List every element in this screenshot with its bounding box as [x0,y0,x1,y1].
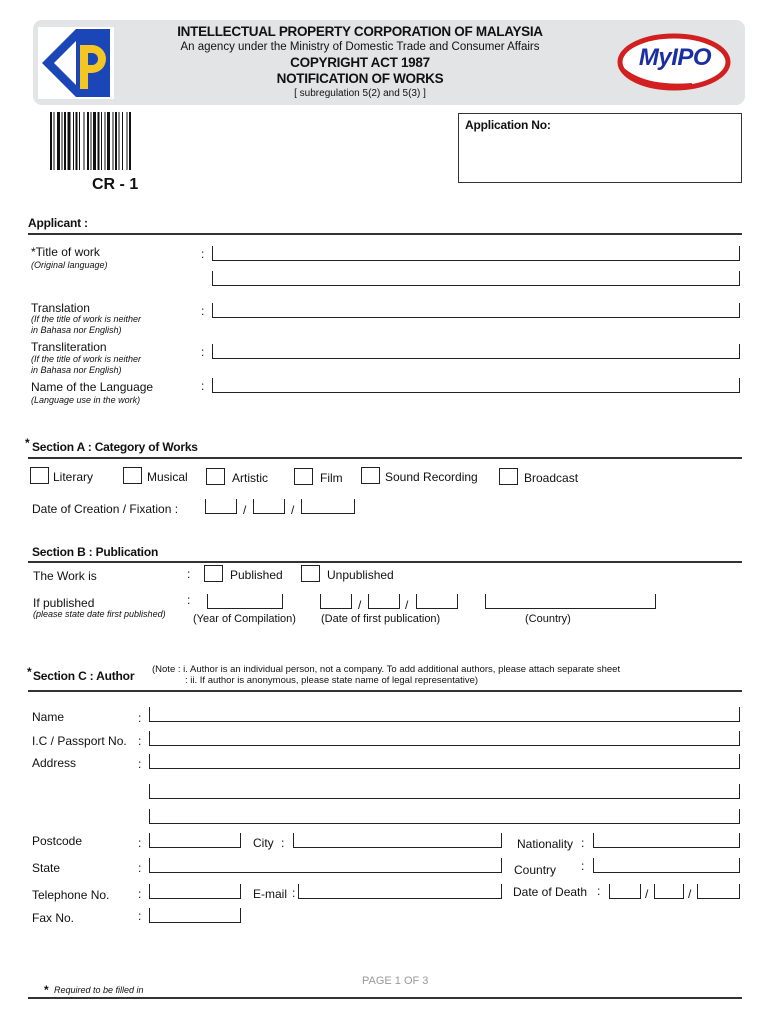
colon: : [187,567,191,581]
form-title: NOTIFICATION OF WORKS [276,71,444,86]
creation-month-field[interactable] [253,500,285,514]
country-caption: (Country) [525,613,571,625]
literary-label: Literary [53,470,94,484]
translation-label: Translation [31,301,90,315]
unpublished-label: Unpublished [327,568,394,582]
agency-line: An agency under the Ministry of Domestic Trade and Consumer Affairs [180,41,540,53]
artistic-label: Artistic [232,471,268,485]
telephone-label: Telephone No. [32,888,110,902]
application-no-label: Application No: [465,118,551,132]
work-is-label: The Work is [33,569,97,583]
title-of-work-sublabel: (Original language) [31,260,108,270]
author-name-field[interactable] [149,708,740,722]
date-slash: / [243,503,247,517]
colon: : [138,734,142,748]
film-checkbox[interactable] [294,468,313,485]
city-field[interactable] [293,834,502,848]
colon: : [201,345,205,359]
if-published-sublabel: (please state date first published) [33,609,166,619]
film-label: Film [320,471,343,485]
form-code: CR - 1 [92,176,139,193]
author-note: (Note : i. Author is an individual person, not a company. To add additional authors, please attach separate sheet [152,664,621,675]
section-b-heading: Section B : Publication [32,545,159,559]
fax-label: Fax No. [32,911,75,925]
section-a-heading: Section A : Category of Works [32,440,198,454]
language-label: Name of the Language [31,380,154,394]
pub-country-field[interactable] [485,595,656,609]
title-of-work-label: *Title of work [31,245,100,259]
date-caption: (Date of first publication) [321,613,441,625]
email-field[interactable] [298,885,502,899]
date-of-death-label: Date of Death [513,885,588,899]
sound-recording-checkbox[interactable] [361,467,380,484]
creation-year-field[interactable] [301,500,355,514]
telephone-field[interactable] [149,885,241,899]
name-label: Name [32,710,65,724]
death-year-field[interactable] [697,885,740,899]
colon: : [187,593,191,607]
pub-day-field[interactable] [320,595,352,609]
year-of-compilation-field[interactable] [207,595,283,609]
barcode [50,112,175,170]
divider [28,690,742,692]
author-note: : ii. If author is anonymous, please state name of legal representative) [185,675,479,686]
sound-recording-label: Sound Recording [385,470,478,484]
regulation: [ subregulation 5(2) and 5(3) ] [294,88,426,99]
date-slash: / [688,887,692,901]
language-sublabel: (Language use in the work) [31,395,141,405]
required-asterisk: * [25,436,30,450]
colon: : [138,836,142,850]
published-checkbox[interactable] [204,565,223,582]
country-label: Country [514,863,557,877]
transliteration-sublabel: in Bahasa nor English) [31,365,122,375]
pub-month-field[interactable] [368,595,400,609]
colon: : [581,836,585,850]
address-label: Address [32,756,77,770]
date-slash: / [645,887,649,901]
footer-divider [28,997,742,999]
published-label: Published [230,568,283,582]
colon: : [138,757,142,771]
required-asterisk: * [44,983,49,997]
country-field[interactable] [593,859,740,873]
nationality-field[interactable] [593,834,740,848]
death-month-field[interactable] [654,885,684,899]
colon: : [581,859,585,873]
musical-checkbox[interactable] [123,467,142,484]
translation-field[interactable] [212,304,740,318]
artistic-checkbox[interactable] [206,468,225,485]
colon: : [292,886,296,900]
colon: : [138,861,142,875]
address-field-2[interactable] [149,785,740,799]
fax-field[interactable] [149,909,241,923]
required-note: Required to be filled in [54,985,144,995]
unpublished-checkbox[interactable] [301,565,320,582]
colon: : [138,711,142,725]
org-name: INTELLECTUAL PROPERTY CORPORATION OF MALAYSIA [177,24,543,39]
broadcast-label: Broadcast [524,471,579,485]
colon: : [281,836,285,850]
title-of-work-field-2[interactable] [212,272,740,286]
address-field-1[interactable] [149,755,740,769]
nationality-label: Nationality [517,837,574,851]
broadcast-checkbox[interactable] [499,468,518,485]
date-of-creation-label: Date of Creation / Fixation : [32,502,179,516]
postcode-field[interactable] [149,834,241,848]
literary-checkbox[interactable] [30,467,49,484]
required-asterisk: * [27,665,32,679]
divider [28,457,742,459]
colon: : [201,304,205,318]
page-indicator: PAGE 1 OF 3 [362,975,429,987]
state-label: State [32,861,61,875]
date-slash: / [358,598,362,612]
death-day-field[interactable] [609,885,641,899]
translation-sublabel: (If the title of work is neither [31,314,142,324]
postcode-label: Postcode [32,834,83,848]
pub-year-field[interactable] [416,595,458,609]
ipcm-logo [36,25,116,101]
colon: : [201,379,205,393]
state-field[interactable] [149,859,502,873]
transliteration-label: Transliteration [31,340,107,354]
colon: : [597,884,601,898]
if-published-label: If published [33,596,95,610]
ic-passport-label: I.C / Passport No. [32,734,127,748]
city-label: City [253,836,274,850]
applicant-heading: Applicant : [28,216,88,230]
divider [28,561,742,563]
ic-passport-field[interactable] [149,732,740,746]
myipo-logo-text: MyIPO [638,44,712,71]
language-field[interactable] [212,379,740,393]
transliteration-field[interactable] [212,345,740,359]
colon: : [201,247,205,261]
address-field-3[interactable] [149,810,740,824]
divider [28,233,742,235]
section-c-heading: Section C : Author [33,669,135,683]
title-of-work-field[interactable] [212,247,740,261]
translation-sublabel: in Bahasa nor English) [31,325,122,335]
creation-day-field[interactable] [205,500,237,514]
colon: : [138,909,142,923]
email-label: E-mail [253,887,288,901]
act-title: COPYRIGHT ACT 1987 [290,55,430,70]
colon: : [138,887,142,901]
musical-label: Musical [147,470,188,484]
date-slash: / [291,503,295,517]
date-slash: / [405,598,409,612]
year-caption: (Year of Compilation) [193,613,296,625]
transliteration-sublabel: (If the title of work is neither [31,354,142,364]
